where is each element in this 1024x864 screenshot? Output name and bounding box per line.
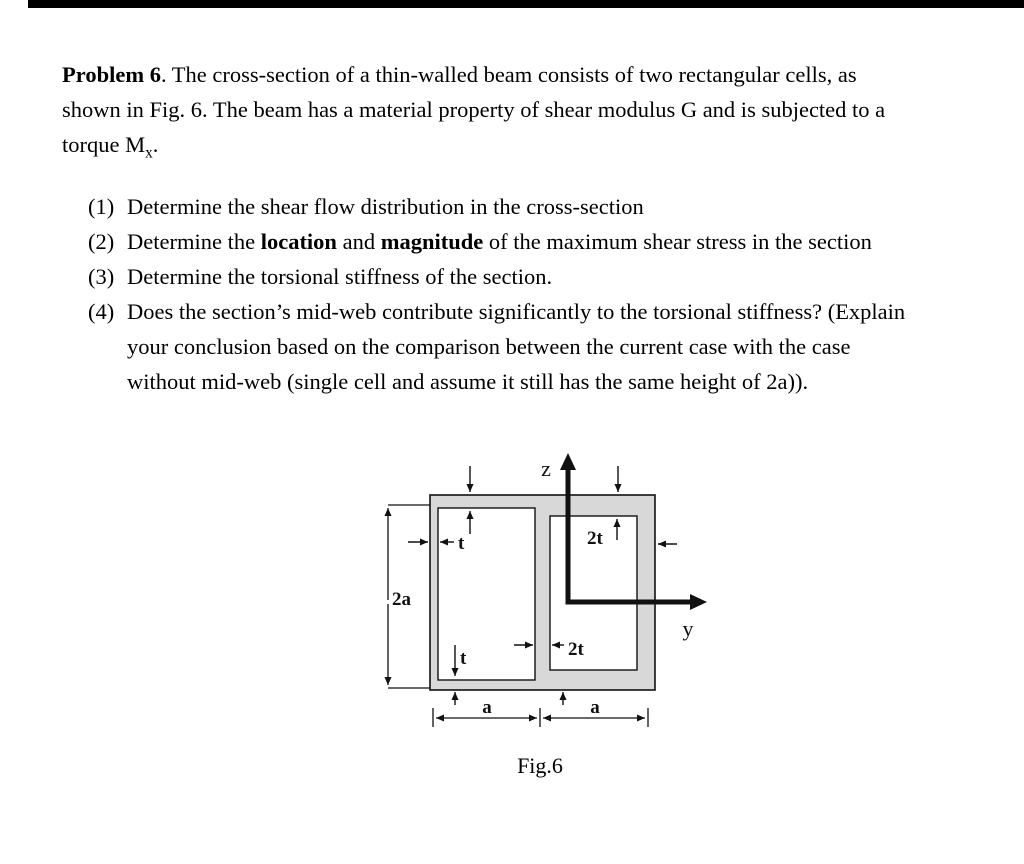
y-axis-label: y — [682, 616, 694, 641]
figure-container — [368, 452, 712, 779]
left-cell — [438, 508, 535, 680]
document-body — [62, 57, 908, 399]
item-text-part: Determine the — [127, 228, 261, 254]
item-number: (3) — [88, 263, 115, 289]
item-text-part: and — [336, 228, 381, 254]
z-axis-label: z — [541, 456, 551, 481]
list-item-4 — [88, 294, 908, 399]
z-axis-arrowhead — [560, 453, 576, 470]
window-top-bar — [28, 0, 1024, 8]
torque-subscript: x — [145, 144, 153, 162]
problem-intro-period: . — [152, 132, 159, 157]
width-dimensions — [433, 697, 648, 727]
figure-caption: Fig.6 — [517, 753, 563, 778]
item-text-part: of the maximum shear stress in the section — [483, 228, 872, 254]
item-text-bold: magnitude — [380, 228, 484, 254]
width-dimension-right-label: a — [590, 697, 600, 718]
item-text: Determine the shear flow distribution in the cross-section — [127, 193, 644, 219]
right-cell-thickness-label: 2t — [587, 528, 603, 549]
list-item-2 — [88, 224, 908, 259]
problem-label: Problem 6 — [62, 62, 161, 87]
item-number: (1) — [88, 193, 115, 219]
cross-section-figure — [368, 452, 712, 742]
height-dimension — [388, 505, 430, 688]
problem-intro-text: . The cross-section of a thin-walled beam consists of two rectangular cells, as shown in Fig. 6. The beam has a material property of shear modulus G and is subjected to a torque M — [62, 62, 886, 157]
list-item-1 — [88, 189, 908, 224]
item-number: (2) — [88, 228, 115, 254]
height-dimension-label: 2a — [392, 589, 411, 610]
list-item-3 — [88, 259, 908, 294]
item-text — [127, 224, 908, 259]
question-list — [62, 189, 908, 399]
mid-web-thickness-label: 2t — [568, 639, 584, 660]
left-wall-thickness-label: t — [458, 533, 465, 554]
problem-statement — [62, 57, 908, 171]
item-text-bold: location — [260, 228, 337, 254]
item-text: Determine the torsional stiffness of the section. — [127, 263, 553, 289]
width-dimension-left-label: a — [482, 697, 492, 718]
y-axis-arrowhead — [690, 594, 707, 610]
bottom-wall-thickness-label: t — [460, 648, 467, 669]
item-number: (4) — [88, 298, 115, 324]
item-text: Does the section’s mid-web contribute significantly to the torsional stiffness? (Explain your conclusion based on the comparison between the current case with the case without mid-web (single cell and assume it still has the same height of 2a)). — [127, 298, 906, 394]
